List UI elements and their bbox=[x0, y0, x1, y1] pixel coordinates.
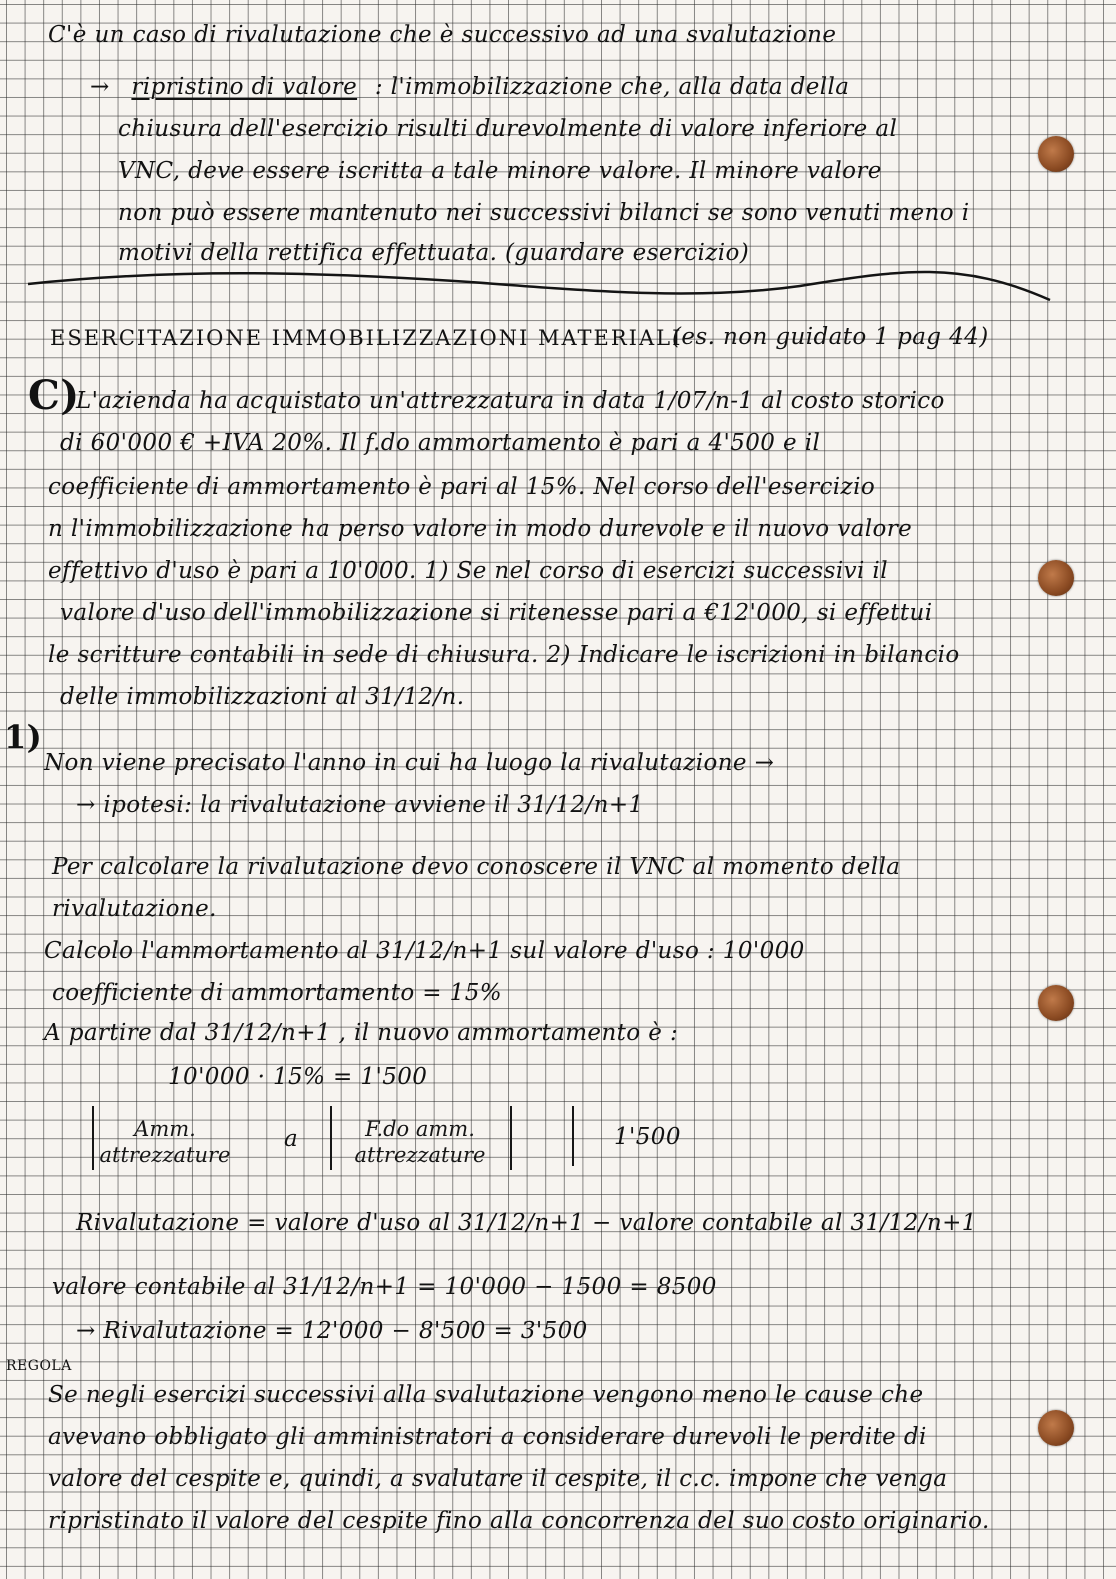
answer-number: 1) bbox=[4, 718, 43, 756]
exercise-reference: (es. non guidato 1 pag 44) bbox=[672, 324, 989, 350]
exercise-line-1: L'azienda ha acquistato un'attrezzatura in data 1/07/n-1 al costo storico bbox=[76, 388, 945, 414]
note-line-5: non può essere mantenuto nei successivi bilanci se sono venuti meno i bbox=[118, 200, 970, 226]
exercise-line-7: le scritture contabili in sede di chiusura. 2) Indicare le iscrizioni in bilancio bbox=[48, 642, 960, 668]
answer-line-8: 10'000 · 15% = 1'500 bbox=[168, 1064, 428, 1090]
exercise-line-3: coefficiente di ammortamento è pari al 15%. Nel corso dell'esercizio bbox=[48, 474, 876, 500]
highlighted-term: ripristino di valore bbox=[131, 74, 358, 100]
exercise-letter: C) bbox=[28, 372, 80, 419]
rule-line-2: avevano obbligato gli amministratori a considerare durevoli le perdite di bbox=[48, 1424, 927, 1450]
rule-line-4: ripristinato il valore del cespite fino alla concorrenza del suo costo originario. bbox=[48, 1508, 990, 1534]
binder-hole-4 bbox=[1038, 1410, 1074, 1446]
exercise-line-2: di 60'000 € +IVA 20%. Il f.do ammortamento è pari a 4'500 e il bbox=[60, 430, 821, 456]
rule-line-1: Se negli esercizi successivi alla svalutazione vengono meno le cause che bbox=[48, 1382, 924, 1408]
exercise-line-8: delle immobilizzazioni al 31/12/n. bbox=[60, 684, 465, 710]
note-line-6: motivi della rettifica effettuata. (guardare esercizio) bbox=[118, 240, 750, 266]
answer-line-5: Calcolo l'ammortamento al 31/12/n+1 sul valore d'uso : 10'000 bbox=[44, 938, 805, 964]
journal-credit-account: F.do amm. attrezzature bbox=[354, 1117, 486, 1167]
answer-line-4: rivalutazione. bbox=[52, 896, 217, 922]
note-line-4: VNC, deve essere iscritta a tale minore valore. Il minore valore bbox=[118, 158, 882, 184]
rule-label: REGOLA bbox=[6, 1358, 72, 1374]
answer-line-6: coefficiente di ammortamento = 15% bbox=[52, 980, 503, 1006]
note-line-2-text: : l'immobilizzazione che, alla data della bbox=[374, 74, 850, 100]
exercise-line-4: n l'immobilizzazione ha perso valore in modo durevole e il nuovo valore bbox=[48, 516, 913, 542]
rule-line-3: valore del cespite e, quindi, a svalutare il cespite, il c.c. impone che venga bbox=[48, 1466, 948, 1492]
exercise-line-5: effettivo d'uso è pari a 10'000. 1) Se nel corso di esercizi successivi il bbox=[48, 558, 888, 584]
note-line-3: chiusura dell'esercizio risulti durevolmente di valore inferiore al bbox=[118, 116, 898, 142]
revaluation-result: → Rivalutazione = 12'000 − 8'500 = 3'500 bbox=[76, 1318, 588, 1344]
journal-amount: 1'500 bbox=[614, 1124, 681, 1150]
book-value-line: valore contabile al 31/12/n+1 = 10'000 − 1500 = 8500 bbox=[52, 1274, 717, 1300]
wavy-divider bbox=[0, 0, 1116, 330]
answer-line-2: → ipotesi: la rivalutazione avviene il 31/12/n+1 bbox=[76, 792, 644, 818]
exercise-line-6: valore d'uso dell'immobilizzazione si ritenesse pari a €12'000, si effettui bbox=[60, 600, 933, 626]
binder-hole-3 bbox=[1038, 985, 1074, 1021]
exercise-title: ESERCITAZIONE IMMOBILIZZAZIONI MATERIALI bbox=[50, 326, 683, 350]
binder-hole-2 bbox=[1038, 560, 1074, 596]
answer-line-7: A partire dal 31/12/n+1 , il nuovo ammortamento è : bbox=[44, 1020, 679, 1046]
arrow-icon: → bbox=[90, 74, 110, 100]
answer-line-1: Non viene precisato l'anno in cui ha luogo la rivalutazione → bbox=[44, 750, 775, 776]
answer-line-3: Per calcolare la rivalutazione devo conoscere il VNC al momento della bbox=[52, 854, 901, 880]
note-line-1: C'è un caso di rivalutazione che è successivo ad una svalutazione bbox=[48, 22, 837, 48]
journal-a: a bbox=[284, 1126, 299, 1152]
journal-debit-account: Amm. attrezzature bbox=[99, 1117, 231, 1167]
revaluation-formula: Rivalutazione = valore d'uso al 31/12/n+1 − valore contabile al 31/12/n+1 bbox=[76, 1210, 977, 1236]
